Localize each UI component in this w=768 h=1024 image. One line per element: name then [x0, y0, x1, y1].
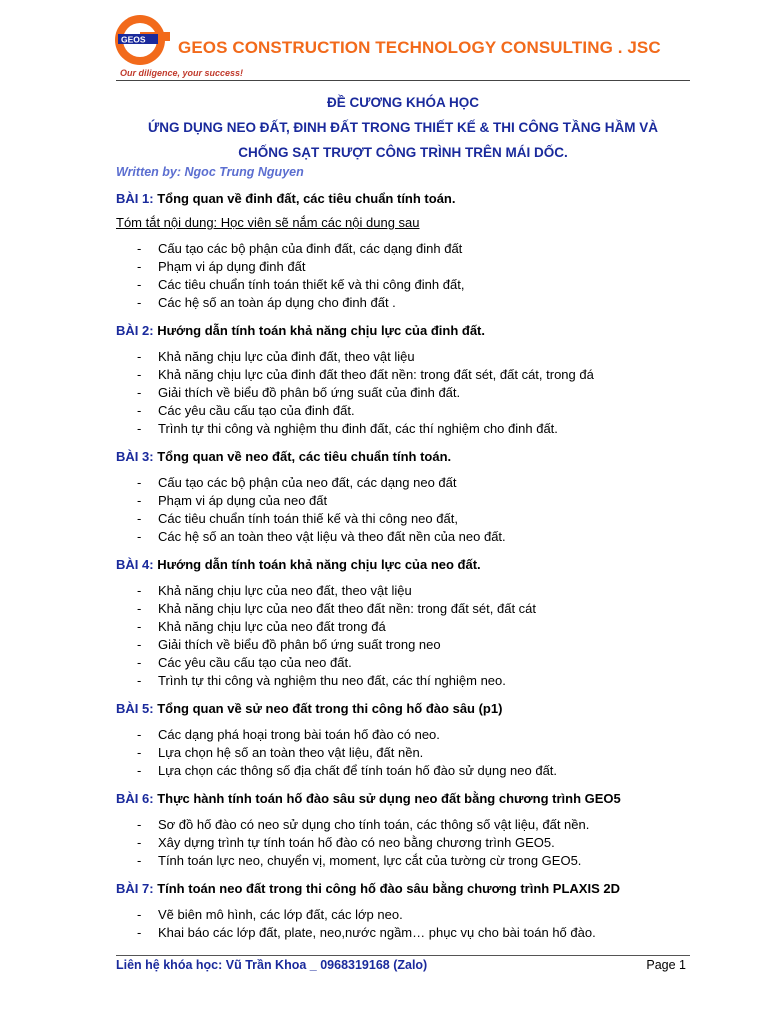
footer-contact-label: Liên hệ khóa học: [116, 958, 219, 972]
list-item: - Lựa chọn các thông số địa chất để tính toán hố đào sử dụng neo đất.: [116, 762, 696, 780]
lesson-title: [116, 322, 696, 340]
lesson-item-list: [116, 906, 696, 942]
lesson-title: [116, 880, 696, 898]
list-item: - Các dạng phá hoại trong bài toán hố đào có neo.: [116, 726, 696, 744]
list-item: - Khả năng chịu lực của neo đất trong đá: [116, 618, 696, 636]
list-item: - Các yêu cầu cấu tạo của đinh đất.: [116, 402, 696, 420]
lesson-item-list: [116, 474, 696, 546]
course-title-line1: ỨNG DỤNG NEO ĐẤT, ĐINH ĐẤT TRONG THIẾT KẾ & THI CÔNG TẦNG HẦM VÀ: [148, 120, 658, 135]
list-item: - Giải thích về biểu đồ phân bố ứng suất trong neo: [116, 636, 696, 654]
lesson-title: [116, 556, 696, 574]
document-footer: [116, 958, 686, 972]
geos-logo-icon: [112, 12, 174, 68]
lesson-item-list: [116, 816, 696, 870]
lesson-title-text: Tổng quan về neo đất, các tiêu chuẩn tính toán.: [157, 449, 452, 464]
list-item: - Các yêu cầu cấu tạo của neo đất.: [116, 654, 696, 672]
list-item: - Cấu tạo các bộ phận của đinh đất, các dạng đinh đất: [116, 240, 696, 258]
company-slogan: Our diligence, your success!: [120, 68, 244, 78]
list-item: - Sơ đồ hố đào có neo sử dụng cho tính toán, các thông số vật liệu, đất nền.: [116, 816, 696, 834]
lesson-title: [116, 190, 696, 208]
lessons-container: [116, 190, 696, 952]
doc-title: ĐỀ CƯƠNG KHÓA HỌC: [327, 95, 479, 110]
list-item: - Khả năng chịu lực của neo đất, theo vật liệu: [116, 582, 696, 600]
course-titles: [116, 90, 690, 165]
lesson-item-list: [116, 726, 696, 780]
lesson-title-text: Hướng dẫn tính toán khả năng chịu lực của đinh đất.: [157, 323, 485, 338]
svg-text:GEOS: GEOS: [121, 34, 146, 45]
list-item: - Lựa chọn hệ số an toàn theo vật liệu, đất nền.: [116, 744, 696, 762]
summary-label: Tóm tắt nội dung: Học viên sẽ nắm các nội dung sau: [116, 215, 420, 230]
lesson-number: BÀI 3:: [116, 449, 154, 464]
company-name: GEOS CONSTRUCTION TECHNOLOGY CONSULTING . JSC: [178, 38, 661, 57]
lesson-number: BÀI 5:: [116, 701, 154, 716]
lesson-title: [116, 448, 696, 466]
list-item: - Cấu tạo các bộ phận của neo đất, các dạng neo đất: [116, 474, 696, 492]
author-line: Written by: Ngoc Trung Nguyen: [116, 165, 304, 179]
footer-divider: [116, 955, 690, 956]
lesson-title-text: Tổng quan về đinh đất, các tiêu chuẩn tính toán.: [157, 191, 456, 206]
lesson-number: BÀI 1:: [116, 191, 154, 206]
header-divider: [116, 80, 690, 81]
list-item: - Xây dựng trình tự tính toán hố đào có neo bằng chương trình GEO5.: [116, 834, 696, 852]
list-item: - Các hệ số an toàn áp dụng cho đinh đất .: [116, 294, 696, 312]
lesson-title-text: Hướng dẫn tính toán khả năng chịu lực của neo đất.: [157, 557, 481, 572]
list-item: - Khả năng chịu lực của neo đất theo đất nền: trong đất sét, đất cát: [116, 600, 696, 618]
list-item: - Khai báo các lớp đất, plate, neo,nước ngầm… phục vụ cho bài toán hố đào.: [116, 924, 696, 942]
lesson-item-list: [116, 240, 696, 312]
lesson-title: [116, 700, 696, 718]
lesson-number: BÀI 7:: [116, 881, 154, 896]
list-item: - Phạm vi áp dụng đinh đất: [116, 258, 696, 276]
list-item: - Phạm vi áp dụng của neo đất: [116, 492, 696, 510]
list-item: - Trình tự thi công và nghiệm thu đinh đất, các thí nghiệm cho đinh đất.: [116, 420, 696, 438]
list-item: - Các tiêu chuẩn tính toán thiế kế và thi công neo đất,: [116, 510, 696, 528]
lesson-number: BÀI 2:: [116, 323, 154, 338]
lesson-number: BÀI 4:: [116, 557, 154, 572]
document-header: [112, 10, 732, 82]
course-title-line2: CHỐNG SẠT TRƯỢT CÔNG TRÌNH TRÊN MÁI DỐC.: [238, 145, 568, 160]
list-item: - Các tiêu chuẩn tính toán thiết kế và thi công đinh đất,: [116, 276, 696, 294]
lesson-item-list: [116, 582, 696, 690]
lesson-title-text: Thực hành tính toán hố đào sâu sử dụng neo đất bằng chương trình GEO5: [157, 791, 621, 806]
footer-contact-value: : Vũ Trần Khoa _ 0968319168 (Zalo): [218, 958, 428, 972]
list-item: - Trình tự thi công và nghiệm thu neo đất, các thí nghiệm neo.: [116, 672, 696, 690]
list-item: - Vẽ biên mô hình, các lớp đất, các lớp neo.: [116, 906, 696, 924]
list-item: - Giải thích về biểu đồ phân bố ứng suất của đinh đất.: [116, 384, 696, 402]
lesson-number: BÀI 6:: [116, 791, 154, 806]
lesson-title-text: Tổng quan về sử neo đất trong thi công hố đào sâu (p1): [157, 701, 503, 716]
list-item: - Tính toán lực neo, chuyển vị, moment, lực cắt của tường cừ trong GEO5.: [116, 852, 696, 870]
list-item: - Các hệ số an toàn theo vật liệu và theo đất nền của neo đất.: [116, 528, 696, 546]
lesson-title-text: Tính toán neo đất trong thi công hố đào sâu bằng chương trình PLAXIS 2D: [157, 881, 620, 896]
list-item: - Khả năng chịu lực của đinh đất, theo vật liệu: [116, 348, 696, 366]
lesson-item-list: [116, 348, 696, 438]
list-item: - Khả năng chịu lực của đinh đất theo đất nền: trong đất sét, đất cát, trong đá: [116, 366, 696, 384]
lesson-title: [116, 790, 696, 808]
page-number: Page 1: [646, 958, 686, 972]
